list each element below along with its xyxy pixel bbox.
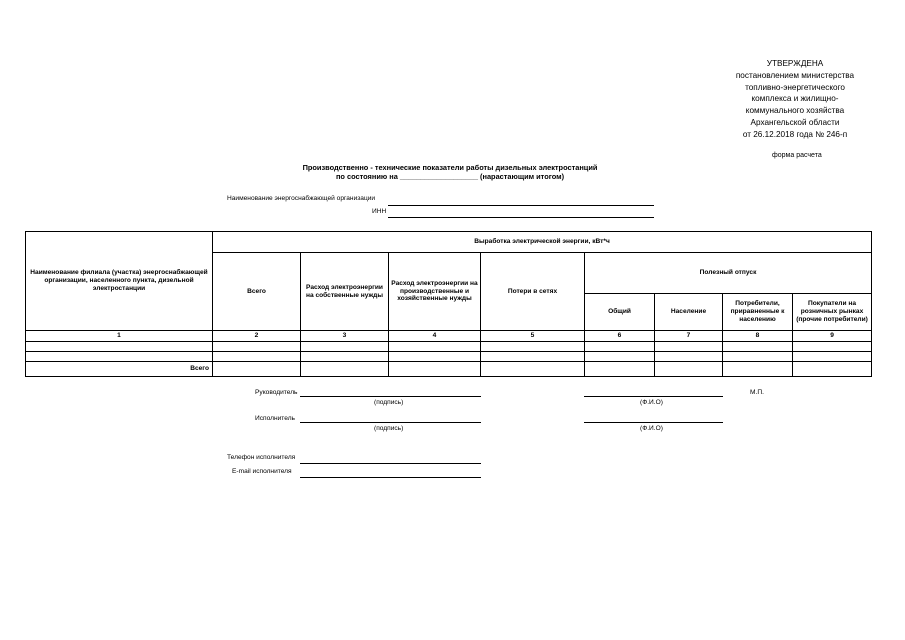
table-cell[interactable] — [213, 352, 301, 362]
approval-line: УТВЕРЖДЕНА — [766, 59, 824, 68]
table-cell[interactable] — [389, 362, 481, 377]
form-label: форма расчета — [772, 152, 822, 159]
table-cell[interactable] — [301, 352, 389, 362]
header-name: Наименование филиала (участка) энергоснабжающей организации, населенного пункта, дизельной электростанции — [26, 232, 213, 331]
table-cell[interactable] — [793, 342, 872, 352]
table-cell[interactable] — [481, 342, 585, 352]
table-cell[interactable] — [793, 352, 872, 362]
total-row — [26, 362, 872, 377]
table-cell[interactable] — [481, 362, 585, 377]
approval-line: Архангельской области — [750, 117, 840, 127]
header-general: Общий — [585, 294, 655, 331]
table-cell[interactable] — [723, 352, 793, 362]
header-production-needs: Расход электроэнергии на производственные и хозяйственные нужды — [389, 253, 481, 331]
header-total: Всего — [213, 253, 301, 331]
table-cell[interactable] — [585, 352, 655, 362]
col-number: 7 — [655, 331, 723, 342]
approval-stamp — [705, 58, 885, 141]
total-row-label: Всего — [26, 362, 213, 377]
col-number: 2 — [213, 331, 301, 342]
table-cell[interactable] — [213, 362, 301, 377]
email-field[interactable] — [300, 477, 481, 478]
col-number: 1 — [26, 331, 213, 342]
org-name-label: Наименование энергоснабжающей организации — [227, 195, 376, 202]
header-population: Население — [655, 294, 723, 331]
header-useful-supply: Полезный отпуск — [585, 253, 872, 294]
title-line-2: по состоянию на ___________________ (нарастающим итогом) — [335, 172, 565, 181]
head-label: Руководитель — [255, 389, 298, 396]
head-fio-caption: (Ф.И.О) — [640, 399, 663, 406]
approval-line: топливно-энергетического — [745, 82, 845, 92]
col-number: 9 — [793, 331, 872, 342]
table-row — [26, 342, 872, 352]
document-title — [200, 163, 700, 181]
col-number: 3 — [301, 331, 389, 342]
table-cell[interactable] — [26, 352, 213, 362]
table-cell[interactable] — [655, 362, 723, 377]
col-number: 6 — [585, 331, 655, 342]
phone-field[interactable] — [300, 463, 481, 464]
table-cell[interactable] — [213, 342, 301, 352]
col-number: 8 — [723, 331, 793, 342]
executor-signature-caption: (подпись) — [374, 425, 404, 432]
executor-fio-field[interactable] — [584, 422, 723, 423]
head-signature-field[interactable] — [300, 396, 481, 397]
col-number: 4 — [389, 331, 481, 342]
approval-line: комплекса и жилищно- — [751, 94, 839, 104]
inn-field[interactable] — [388, 217, 654, 218]
header-generation: Выработка электрической энергии, кВт*ч — [213, 232, 872, 253]
header-losses: Потери в сетях — [481, 253, 585, 331]
seal-label: М.П. — [750, 389, 764, 396]
table-cell[interactable] — [655, 352, 723, 362]
executor-signature-field[interactable] — [300, 422, 481, 423]
approval-line: от 26.12.2018 года № 246-п — [742, 129, 848, 139]
table-cell[interactable] — [301, 342, 389, 352]
phone-label: Телефон исполнителя — [227, 454, 296, 461]
table-cell[interactable] — [585, 342, 655, 352]
head-fio-field[interactable] — [584, 396, 723, 397]
column-numbers-row — [26, 331, 872, 342]
table-cell[interactable] — [723, 342, 793, 352]
executor-label: Исполнитель — [255, 415, 295, 422]
indicators-table — [25, 231, 872, 377]
table-cell[interactable] — [389, 342, 481, 352]
header-equated: Потребители, приравненные к населению — [723, 294, 793, 331]
header-own-needs: Расход электроэнергии на собственные нужды — [301, 253, 389, 331]
approval-line: постановлением министерства — [735, 70, 855, 80]
table-row — [26, 352, 872, 362]
executor-fio-caption: (Ф.И.О) — [640, 425, 663, 432]
email-label: E-mail исполнителя — [232, 468, 292, 475]
inn-label: ИНН — [372, 208, 387, 215]
header-retail: Покупатели на розничных рынках (прочие потребители) — [793, 294, 872, 331]
table-cell[interactable] — [301, 362, 389, 377]
org-name-field[interactable] — [388, 205, 654, 206]
table-cell[interactable] — [655, 342, 723, 352]
table-cell[interactable] — [723, 362, 793, 377]
table-cell[interactable] — [793, 362, 872, 377]
table-cell[interactable] — [389, 352, 481, 362]
title-line-1: Производственно - технические показатели работы дизельных электростанций — [302, 163, 598, 172]
table-cell[interactable] — [585, 362, 655, 377]
table-cell[interactable] — [481, 352, 585, 362]
col-number: 5 — [481, 331, 585, 342]
table-cell[interactable] — [26, 342, 213, 352]
approval-line: коммунального хозяйства — [745, 106, 845, 116]
head-signature-caption: (подпись) — [374, 399, 404, 406]
